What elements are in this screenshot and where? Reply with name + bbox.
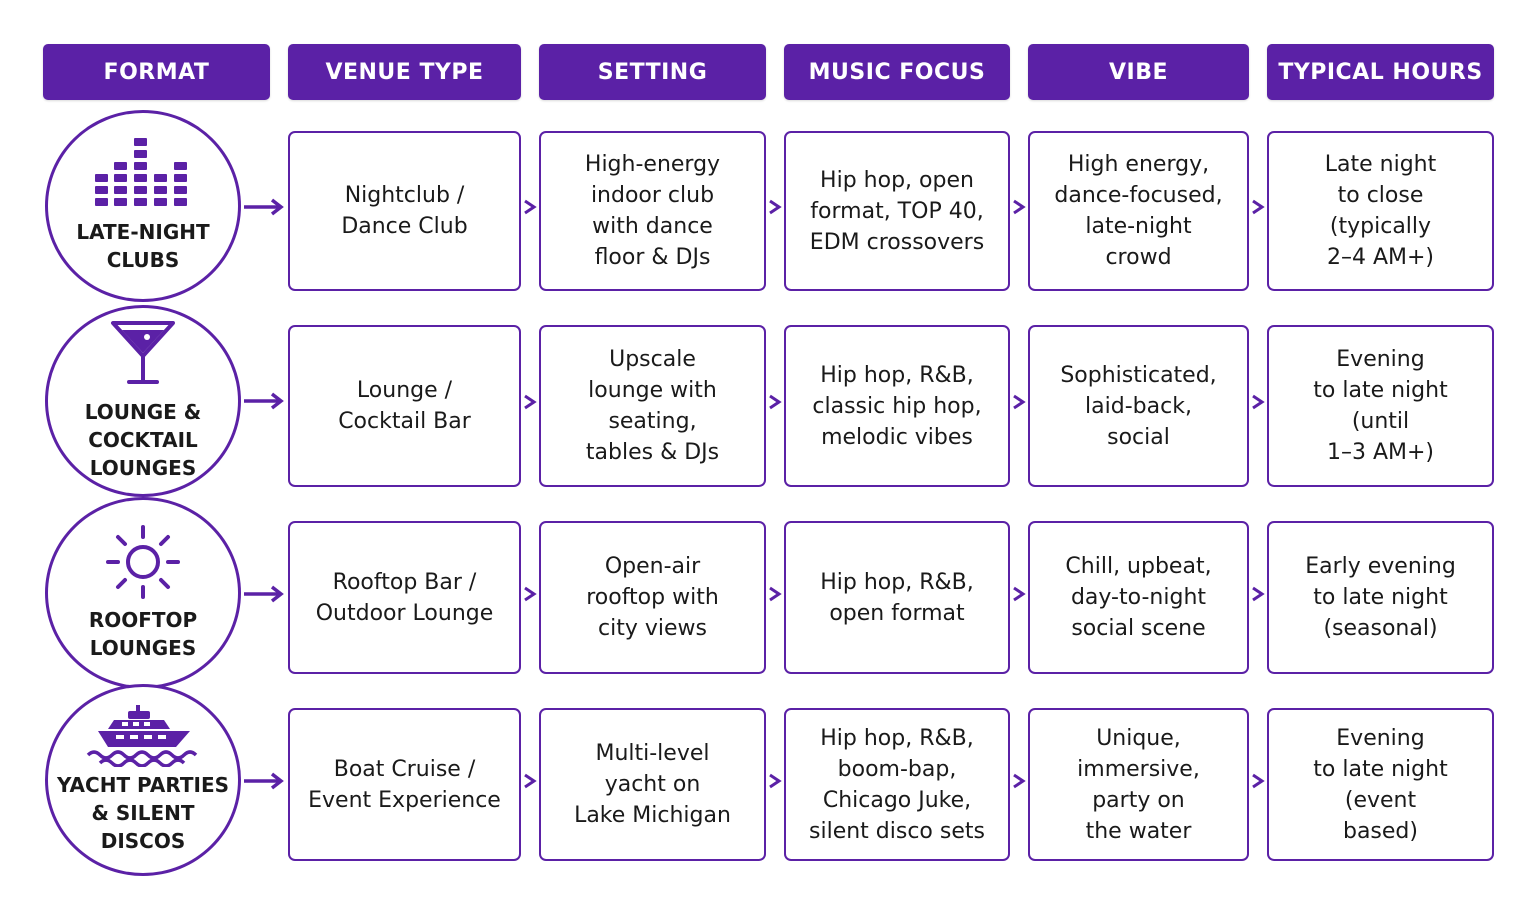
format-circle (45, 305, 241, 497)
vibe-cell: Chill, upbeat, day-to-night social scene (1028, 521, 1249, 674)
music-focus-cell: Hip hop, R&B, boom-bap, Chicago Juke, silent disco sets (784, 708, 1010, 861)
header-venue-type: VENUE TYPE (288, 44, 521, 100)
venue-type-cell: Lounge / Cocktail Bar (288, 325, 521, 487)
arrow-icon (243, 197, 285, 217)
row-yacht-parties-silent-discos (0, 708, 1536, 861)
typical-hours-cell: Late night to close (typically 2–4 AM+) (1267, 131, 1494, 291)
arrow-icon (1249, 199, 1267, 215)
vibe-cell: Sophisticated, laid-back, social (1028, 325, 1249, 487)
typical-hours-cell: Early evening to late night (seasonal) (1267, 521, 1494, 674)
arrow-icon (1249, 773, 1267, 789)
arrow-icon (1010, 586, 1028, 602)
arrow-icon (766, 394, 784, 410)
format-circle (45, 110, 241, 302)
setting-cell: Upscale lounge with seating, tables & DJs (539, 325, 766, 487)
vibe-cell: Unique, immersive, party on the water (1028, 708, 1249, 861)
setting-cell: Multi-level yacht on Lake Michigan (539, 708, 766, 861)
martini-glass-icon (110, 320, 176, 386)
arrow-icon (766, 773, 784, 789)
arrow-icon (1010, 773, 1028, 789)
arrow-icon (1010, 394, 1028, 410)
header-setting: SETTING (539, 44, 766, 100)
arrow-icon (521, 394, 539, 410)
music-focus-cell: Hip hop, R&B, open format (784, 521, 1010, 674)
typical-hours-cell: Evening to late night (until 1–3 AM+) (1267, 325, 1494, 487)
venue-type-cell: Nightclub / Dance Club (288, 131, 521, 291)
arrow-icon (521, 773, 539, 789)
yacht-icon (78, 705, 208, 767)
row-rooftop-lounges (0, 521, 1536, 674)
music-focus-cell: Hip hop, open format, TOP 40, EDM crossovers (784, 131, 1010, 291)
header-format: FORMAT (43, 44, 270, 100)
arrow-icon (766, 199, 784, 215)
venue-type-cell: Rooftop Bar / Outdoor Lounge (288, 521, 521, 674)
arrow-icon (521, 586, 539, 602)
equalizer-icon (93, 138, 193, 210)
setting-cell: Open-air rooftop with city views (539, 521, 766, 674)
format-label: LOUNGE & COCKTAIL LOUNGES (84, 400, 202, 480)
music-focus-cell: Hip hop, R&B, classic hip hop, melodic vibes (784, 325, 1010, 487)
header-typical-hours: TYPICAL HOURS (1267, 44, 1494, 100)
format-label: YACHT PARTIES & SILENT DISCOS (56, 773, 230, 853)
format-label: LATE-NIGHT CLUBS (76, 220, 210, 272)
arrow-icon (1249, 586, 1267, 602)
row-lounge-cocktail-lounges (0, 325, 1536, 487)
arrow-icon (766, 586, 784, 602)
sun-icon (105, 524, 181, 600)
arrow-icon (1010, 199, 1028, 215)
arrow-icon (521, 199, 539, 215)
arrow-icon (1249, 394, 1267, 410)
format-circle (45, 684, 241, 876)
arrow-icon (243, 771, 285, 791)
vibe-cell: High energy, dance-focused, late-night crowd (1028, 131, 1249, 291)
format-circle (45, 497, 241, 689)
arrow-icon (243, 391, 285, 411)
header-music-focus: MUSIC FOCUS (784, 44, 1010, 100)
arrow-icon (243, 584, 285, 604)
typical-hours-cell: Evening to late night (event based) (1267, 708, 1494, 861)
format-label: ROOFTOP LOUNGES (88, 608, 198, 660)
venue-type-cell: Boat Cruise / Event Experience (288, 708, 521, 861)
row-late-night-clubs (0, 131, 1536, 291)
setting-cell: High-energy indoor club with dance floor & DJs (539, 131, 766, 291)
header-vibe: VIBE (1028, 44, 1249, 100)
